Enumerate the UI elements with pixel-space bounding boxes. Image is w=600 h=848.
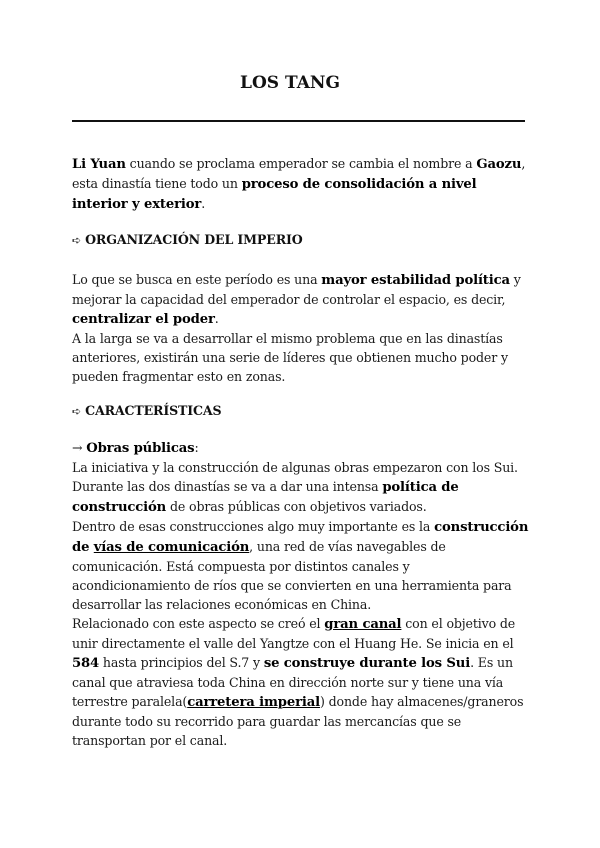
section-heading-caracteristicas: ➪ CARACTERÍSTICAS (72, 403, 222, 418)
intro-paragraph: Li Yuan cuando se proclama emperador se cambia el nombre a Gaozu, esta dinastía tiene todo un proceso de consolidación a nivel interior y exterior. (72, 156, 526, 212)
caracteristicas-paragraph: → Obras públicas: La iniciativa y la construcción de algunas obras empezaron con los Sui. Durante las dos dinastías se va a dar una intensa política de construcción de obras públicas con objetivos variados. Dentro de esas construcciones algo muy importante es la construcción de vías de comunicación, una red de vías navegables de comunicación. Está compuesta por distintos canales y acondicionamiento de ríos que se convierten en una herramienta para desarrollar las relaciones económicas en China. Relacionado con este aspecto se creó el gran canal con el objetivo de unir directamente el valle del Yangtze con el Huang He. Se inicia en el 584 hasta principios del S.7 y se construye durante los Sui. Es un canal que atraviesa toda China en dirección norte sur y tiene una vía terrestre paralela(carretera imperial) donde hay almacenes/graneros durante todo su recorrido para guardar las mercancías que se transportan por el canal. (72, 440, 529, 748)
arrow-icon: ➪ (72, 234, 82, 247)
organizacion-paragraph: Lo que se busca en este período es una mayor estabilidad política y mejorar la capacidad del emperador de controlar el espacio, es decir, centralizar el poder. A la larga se va a desarrollar el mismo problema que en las dinastías anteriores, existirán una serie de líderes que obtienen mucho poder y pueden fragmentar esto en zonas. (72, 272, 521, 384)
page-title: LOS TANG (240, 73, 340, 93)
right-arrow-icon: → (72, 440, 87, 455)
arrow-icon: ➪ (72, 405, 82, 418)
section-heading-organizacion: ➪ ORGANIZACIÓN DEL IMPERIO (72, 232, 303, 247)
title-divider (72, 120, 525, 122)
